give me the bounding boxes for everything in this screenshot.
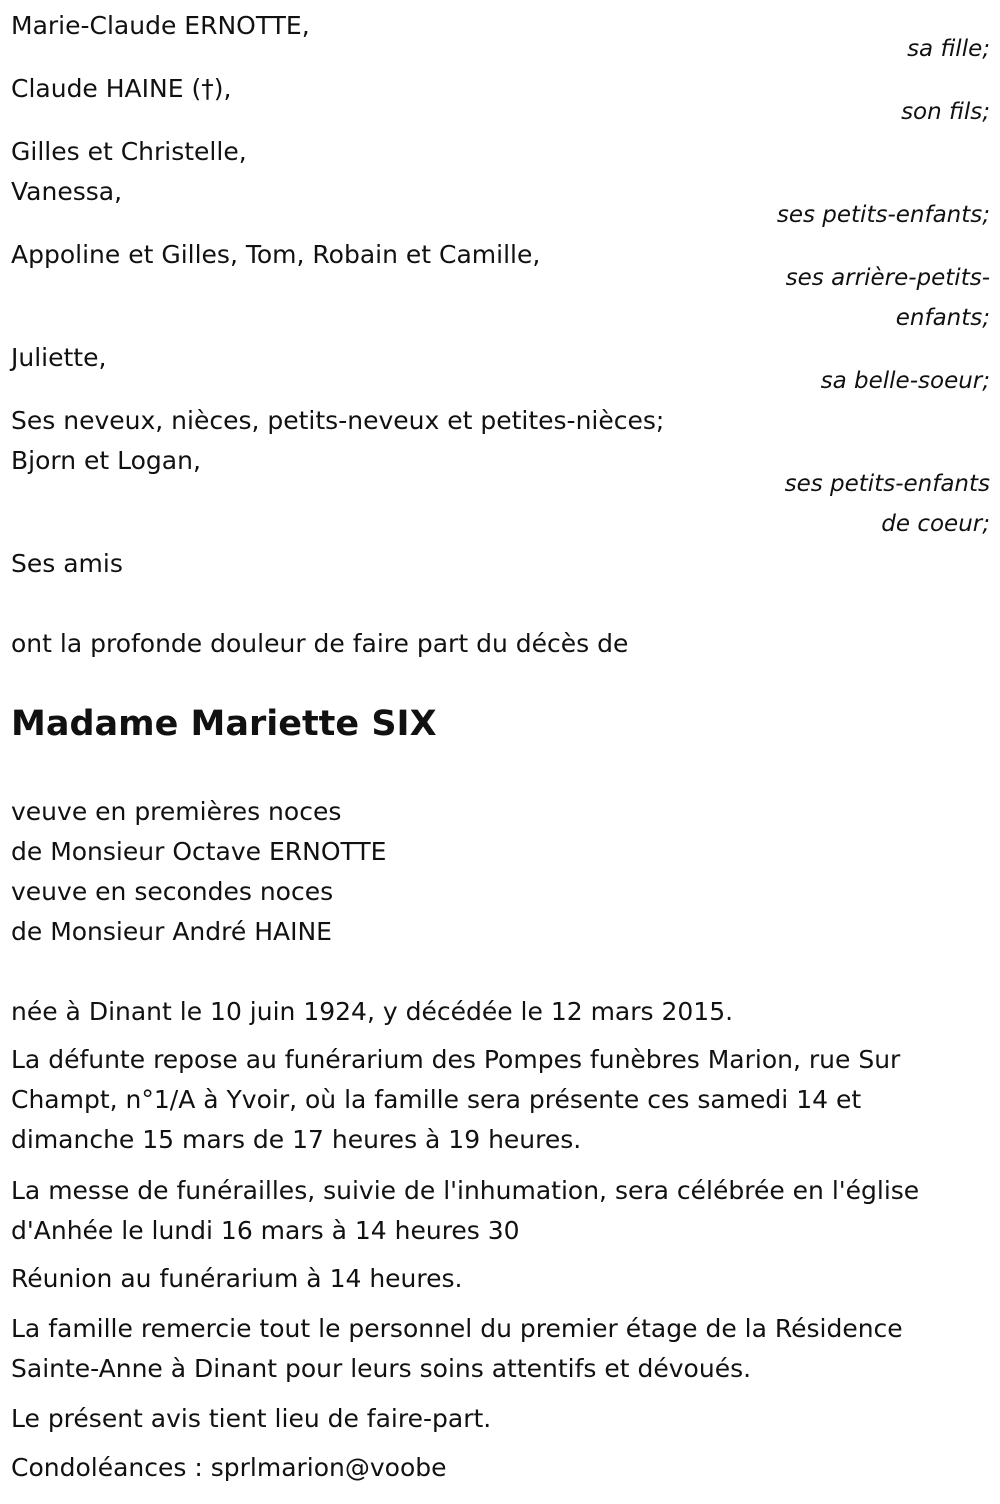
relation-arriere-petits-enfants-line1: ses arrière-petits- bbox=[785, 265, 990, 291]
family-neveux-nieces: Ses neveux, nièces, petits-neveux et petites-nièces; bbox=[11, 406, 665, 435]
widow-line-1: veuve en premières noces bbox=[11, 797, 342, 826]
widow-line-2: de Monsieur Octave ERNOTTE bbox=[11, 837, 387, 866]
reunion-info: Réunion au funérarium à 14 heures. bbox=[11, 1264, 463, 1293]
relation-sa-fille: sa fille; bbox=[907, 36, 990, 62]
family-member-gilles-christelle: Gilles et Christelle, bbox=[11, 137, 247, 166]
condolences-contact: Condoléances : sprlmarion@voobe bbox=[11, 1453, 447, 1482]
relation-belle-soeur: sa belle-soeur; bbox=[820, 368, 990, 394]
family-member-appoline: Appoline et Gilles, Tom, Robain et Camille, bbox=[11, 240, 541, 269]
thanks-info: La famille remercie tout le personnel du premier étage de la Résidence Sainte-Anne à Dinant pour leurs soins attentifs et dévoués. bbox=[11, 1314, 903, 1383]
family-member-claude: Claude HAINE (†), bbox=[11, 74, 232, 103]
relation-son-fils: son fils; bbox=[901, 99, 990, 125]
relation-petits-enfants-coeur-line1: ses petits-enfants bbox=[784, 471, 990, 497]
relation-arriere-petits-enfants-line2: enfants; bbox=[895, 305, 990, 331]
deceased-name: Madame Mariette SIX bbox=[11, 704, 437, 744]
announcement-text: ont la profonde douleur de faire part du décès de bbox=[11, 629, 629, 658]
faire-part-notice: Le présent avis tient lieu de faire-part. bbox=[11, 1404, 492, 1433]
family-member-juliette: Juliette, bbox=[11, 343, 107, 372]
obituary-notice bbox=[11, 0, 990, 1504]
family-member-vanessa: Vanessa, bbox=[11, 177, 123, 206]
family-member-marie-claude: Marie-Claude ERNOTTE, bbox=[11, 11, 310, 40]
relation-petits-enfants: ses petits-enfants; bbox=[776, 202, 990, 228]
birth-death-info: née à Dinant le 10 juin 1924, y décédée le 12 mars 2015. bbox=[11, 997, 734, 1026]
funeral-mass-info: La messe de funérailles, suivie de l'inhumation, sera célébrée en l'église d'Anhée le lundi 16 mars à 14 heures 30 bbox=[11, 1176, 920, 1245]
family-amis: Ses amis bbox=[11, 549, 123, 578]
widow-line-3: veuve en secondes noces bbox=[11, 877, 334, 906]
family-member-bjorn-logan: Bjorn et Logan, bbox=[11, 446, 201, 475]
relation-petits-enfants-coeur-line2: de coeur; bbox=[881, 511, 990, 537]
repose-info: La défunte repose au funérarium des Pompes funèbres Marion, rue Sur Champt, n°1/A à Yvoir, où la famille sera présente ces samedi 14 et dimanche 15 mars de 17 heures à 19 heures. bbox=[11, 1045, 901, 1154]
widow-line-4: de Monsieur André HAINE bbox=[11, 917, 332, 946]
